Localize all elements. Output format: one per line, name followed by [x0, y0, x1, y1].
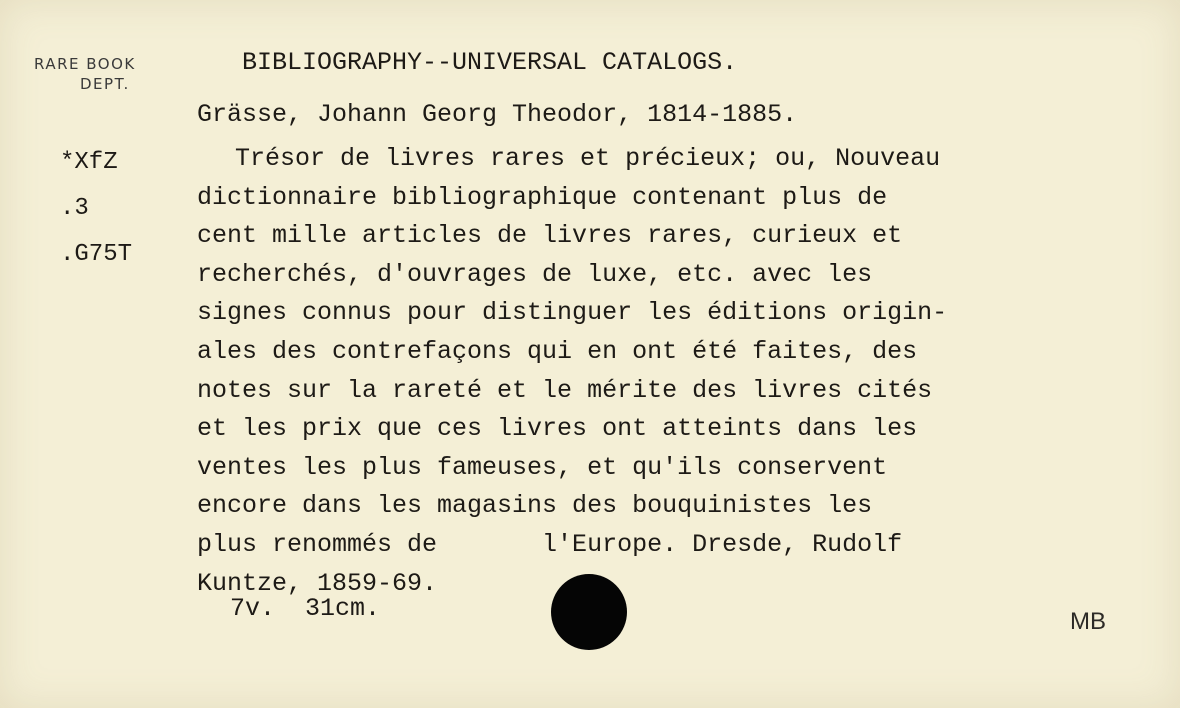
stamp-line-2: DEPT. [80, 75, 130, 94]
description-line: Trésor de livres rares et précieux; ou, Nouveau [235, 144, 941, 173]
author-entry: Grässe, Johann Georg Theodor, 1814-1885. [197, 100, 798, 129]
call-number-part: *XfZ [60, 149, 118, 176]
description-line: signes connus pour distinguer les éditions origin- [197, 298, 948, 328]
call-number-part: .3 [60, 195, 89, 222]
description-line: notes sur la rareté et le mérite des livres cités [197, 375, 933, 405]
description-line: plus renommés de l'Europe. Dresde, Rudolf [197, 529, 903, 559]
description-line: Kuntze, 1859-69. [197, 568, 438, 598]
cataloger-initials: MB [1070, 608, 1106, 635]
description-line: recherchés, d'ouvrages de luxe, etc. avec les [197, 259, 873, 289]
call-number-part: .G75T [60, 241, 133, 268]
title-description [197, 140, 947, 603]
description-line: cent mille articles de livres rares, curieux et [197, 221, 903, 251]
subject-heading: BIBLIOGRAPHY--UNIVERSAL CATALOGS. [242, 48, 738, 77]
description-line: ventes les plus fameuses, et qu'ils conservent [197, 452, 888, 482]
call-number [60, 140, 132, 278]
collation: 7v. 31cm. [230, 594, 381, 623]
description-line: dictionnaire bibliographique contenant plus de [197, 182, 888, 212]
description-line: et les prix que ces livres ont atteints dans les [197, 414, 918, 444]
punch-hole [551, 574, 627, 650]
rare-book-dept-stamp [34, 54, 194, 95]
description-line: ales des contrefaçons qui en ont été faites, des [197, 336, 918, 366]
description-line: encore dans les magasins des bouquinistes les [197, 491, 873, 521]
stamp-line-1: RARE BOOK [34, 55, 136, 73]
